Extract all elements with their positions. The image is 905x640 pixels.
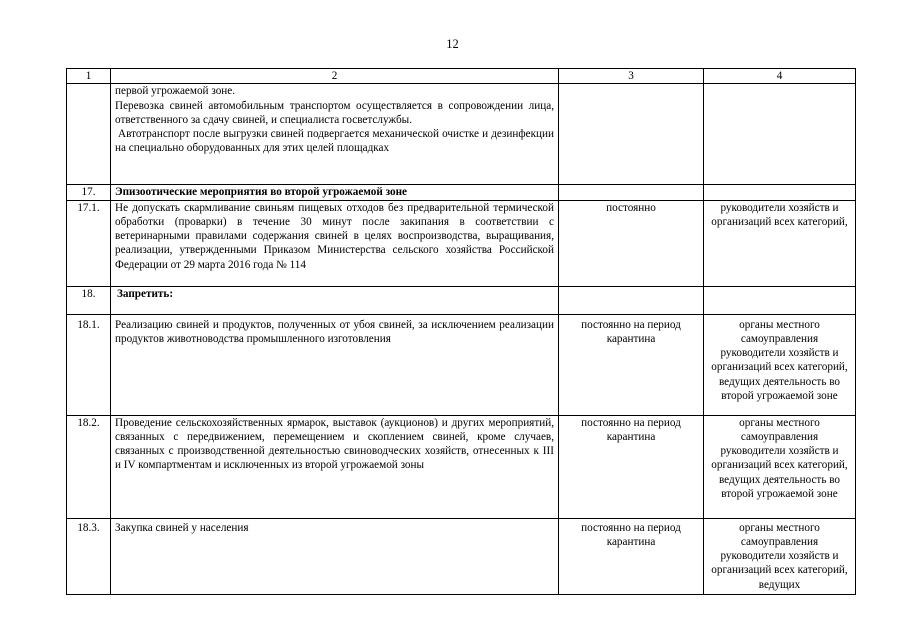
term-cell (559, 84, 704, 185)
table-row-18 (67, 286, 856, 314)
term-cell: постоянно на период карантина (559, 415, 704, 518)
term-cell: постоянно (559, 200, 704, 286)
section-heading: Запретить: (111, 286, 559, 314)
responsible-cell: руководители хозяйств и организаций всех категорий, (704, 200, 856, 286)
section-heading: Эпизоотические мероприятия во второй угрожаемой зоне (111, 185, 559, 200)
measure-text: Не допускать скармливание свиньям пищевых отходов без предварительной термической обработки (проварки) в течение 30 минут после закипания в соответствии с ветеринарными правилами содержания свиней в целях воспроизводства, выращивания, реализации, утвержденными Приказом Министерства сельского хозяйства Российской Федерации от 29 марта 2016 года № 114 (111, 200, 559, 286)
measure-text: Закупка свиней у населения (111, 518, 559, 594)
row-number: 17. (67, 185, 111, 200)
table-row-continuation (67, 84, 856, 185)
header-col-1: 1 (67, 69, 111, 84)
table-row-18-2 (67, 415, 856, 518)
table-row-18-3 (67, 518, 856, 594)
table-row-18-1 (67, 314, 856, 415)
responsible-cell (704, 84, 856, 185)
measure-text (111, 84, 559, 185)
term-cell: постоянно на период карантина (559, 314, 704, 415)
row-number: 18.1. (67, 314, 111, 415)
responsible-cell: органы местного самоуправления руководители хозяйств и организаций всех категорий, ведущих деятельность во второй угрожаемой зоне (704, 415, 856, 518)
table-row-17-1 (67, 200, 856, 286)
header-col-4: 4 (704, 69, 856, 84)
row-number (67, 84, 111, 185)
disinfection-paragraph: Автотранспорт после выгрузки свиней подвергается механической очистке и дезинфекции на специально оборудованных для этих целей площадках (115, 128, 554, 155)
measure-text: Реализацию свиней и продуктов, полученных от убоя свиней, за исключением реализации продуктов животноводства промышленного изготовления (111, 314, 559, 415)
responsible-cell (704, 286, 856, 314)
measure-text: Проведение сельскохозяйственных ярмарок, выставок (аукционов) и других мероприятий, связанных с передвижением, перемещением и скоплением свиней, кроме случаев, связанных с производственной деятельностью свиноводческих хозяйств, отнесенных к III и IV компартментам и исключенных из второй угрожаемой зоны (111, 415, 559, 518)
row-number: 18.3. (67, 518, 111, 594)
header-col-3: 3 (559, 69, 704, 84)
row-number: 18.2. (67, 415, 111, 518)
continuation-line: первой угрожаемой зоне. (115, 85, 236, 98)
row-number: 18. (67, 286, 111, 314)
measures-table (66, 68, 856, 595)
page-number: 12 (446, 37, 459, 51)
responsible-cell: органы местного самоуправления руководители хозяйств и организаций всех категорий, ведущих (704, 518, 856, 594)
term-cell (559, 185, 704, 200)
header-col-2: 2 (111, 69, 559, 84)
transport-paragraph: Перевозка свиней автомобильным транспортом осуществляется в сопровождении лица, ответственного за сдачу свиней, и специалиста госветслужбы. (115, 99, 554, 126)
table-header-row (67, 69, 856, 84)
table-row-17 (67, 185, 856, 200)
responsible-cell (704, 185, 856, 200)
term-cell: постоянно на период карантина (559, 518, 704, 594)
term-cell (559, 286, 704, 314)
responsible-cell: органы местного самоуправления руководители хозяйств и организаций всех категорий, ведущих деятельность во второй угрожаемой зоне (704, 314, 856, 415)
row-number: 17.1. (67, 200, 111, 286)
